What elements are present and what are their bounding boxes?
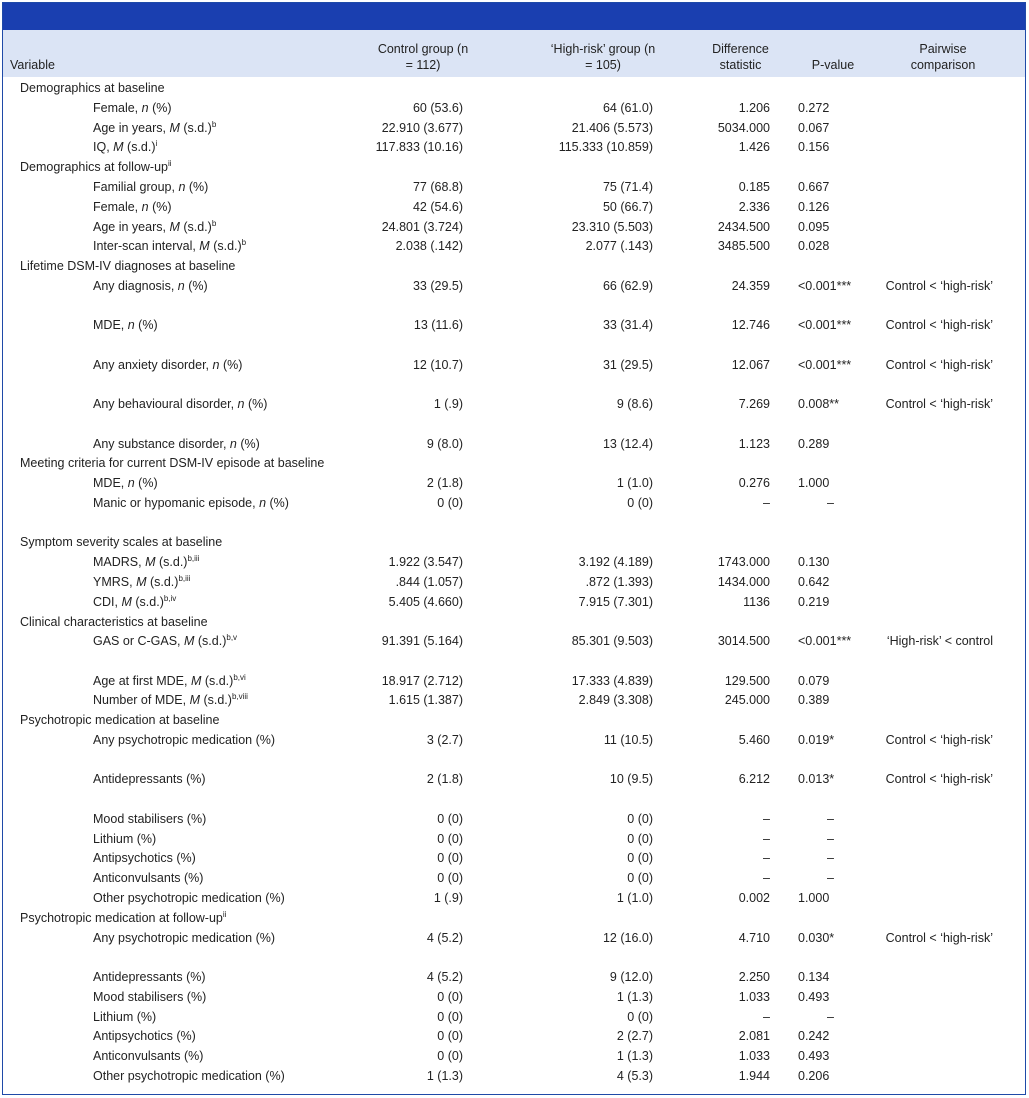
control-value: 60 (53.6) <box>412 100 463 115</box>
table-row <box>3 494 1025 533</box>
table-row <box>3 889 1025 909</box>
difference-value: 7.269 <box>738 397 770 412</box>
table-row <box>3 810 1025 830</box>
row-label: MDE, n (%) <box>93 318 158 333</box>
p-value: 0.028 <box>798 239 830 254</box>
high-risk-value: 75 (71.4) <box>602 179 653 194</box>
high-risk-value: 0 (0) <box>627 1009 653 1024</box>
p-value: 0.079 <box>798 673 830 688</box>
p-value: 0.642 <box>798 574 830 589</box>
high-risk-value: 9 (12.0) <box>609 970 653 985</box>
high-risk-value: 1 (1.0) <box>616 891 653 906</box>
difference-value: – <box>763 495 770 510</box>
difference-value: 1743.000 <box>717 555 770 570</box>
row-label: Antidepressants (%) <box>93 970 206 985</box>
control-value: 77 (68.8) <box>412 179 463 194</box>
section-label: Psychotropic medication at baseline <box>20 713 220 728</box>
table-row <box>3 573 1025 593</box>
table-row <box>3 869 1025 889</box>
difference-value: – <box>763 1009 770 1024</box>
section-header-row <box>3 533 1025 553</box>
difference-value: 245.000 <box>724 693 770 708</box>
row-label: MDE, n (%) <box>93 476 158 491</box>
section-header-row <box>3 711 1025 731</box>
table-row <box>3 929 1025 968</box>
row-label: Mood stabilisers (%) <box>93 989 207 1004</box>
p-value: 0.019* <box>798 733 835 748</box>
difference-value: 12.746 <box>731 318 770 333</box>
section-label: Demographics at baseline <box>20 81 165 95</box>
p-value: 0.493 <box>798 989 830 1004</box>
table-row <box>3 474 1025 494</box>
table-frame <box>2 2 1026 1095</box>
p-value: <0.001*** <box>798 278 852 293</box>
control-value: 4 (5.2) <box>426 930 463 945</box>
table-row <box>3 988 1025 1008</box>
difference-value: 1.033 <box>738 989 770 1004</box>
high-risk-value: 4 (5.3) <box>616 1069 653 1084</box>
high-risk-value: 0 (0) <box>627 831 653 846</box>
row-label: Any psychotropic medication (%) <box>93 733 276 748</box>
row-label: Manic or hypomanic episode, n (%) <box>93 495 289 510</box>
section-label: Psychotropic medication at follow-$up^{ii}$ <box>20 909 227 925</box>
table-row <box>3 435 1025 455</box>
table-row <box>3 138 1025 158</box>
high-risk-value: 2.077 (.143) <box>585 239 653 254</box>
difference-value: 5.460 <box>738 733 770 748</box>
row-label: YMRS, M $(s.d.)^{b,iii}$ <box>93 573 191 589</box>
section-label: Clinical characteristics at baseline <box>20 614 208 629</box>
high-risk-value: 66 (62.9) <box>602 278 653 293</box>
high-risk-value: 7.915 (7.301) <box>578 594 653 609</box>
header-high-risk: ‘High-risk’ group (n = 105) <box>550 42 656 72</box>
pairwise-comparison: Control < ‘high-risk’ <box>885 318 993 333</box>
difference-value: – <box>763 811 770 826</box>
p-value: <0.001*** <box>798 318 852 333</box>
header-variable: Variable <box>10 58 55 72</box>
difference-value: 3014.500 <box>717 634 770 649</box>
row-label: Female, n (%) <box>93 100 172 115</box>
p-value: 0.493 <box>798 1049 830 1064</box>
difference-value: 1.206 <box>738 100 770 115</box>
table-row <box>3 1027 1025 1047</box>
section-label: Lifetime DSM-IV diagnoses at baseline <box>20 259 236 274</box>
table-row <box>3 691 1025 711</box>
p-value: 0.272 <box>798 100 830 115</box>
p-value: – <box>827 811 834 826</box>
p-value: 0.130 <box>798 555 830 570</box>
pairwise-comparison: ‘High-risk’ < control <box>886 634 993 649</box>
p-value: 0.289 <box>798 436 830 451</box>
difference-value: 6.212 <box>738 772 770 787</box>
difference-value: 1136 <box>743 594 770 609</box>
high-risk-value: 115.333 (10.859) <box>558 140 653 155</box>
row-label: Any behavioural disorder, n (%) <box>93 397 268 412</box>
control-value: 1 (.9) <box>433 891 463 906</box>
table-row <box>3 1047 1025 1067</box>
control-value: 0 (0) <box>437 851 463 866</box>
p-value: 0.219 <box>798 594 830 609</box>
high-risk-value: 11 (10.5) <box>603 733 653 748</box>
section-header-row <box>3 79 1025 99</box>
p-value: 0.008** <box>798 397 840 412</box>
difference-value: 5034.000 <box>717 120 770 135</box>
difference-value: 0.276 <box>738 476 770 491</box>
p-value: <0.001*** <box>798 357 852 372</box>
high-risk-value: 50 (66.7) <box>602 199 653 214</box>
row-label: Other psychotropic medication (%) <box>93 1069 285 1084</box>
p-value: 1.000 <box>798 891 830 906</box>
table-row <box>3 218 1025 238</box>
row-label: Lithium (%) <box>93 831 157 846</box>
control-value: 91.391 (5.164) <box>381 634 463 649</box>
p-value: 0.095 <box>798 219 830 234</box>
table-row <box>3 99 1025 119</box>
row-label: GAS or C-GAS, M $(s.d.)^{b,v}$ <box>93 633 238 649</box>
p-value: – <box>827 851 834 866</box>
difference-value: 1.944 <box>738 1069 770 1084</box>
table-row <box>3 830 1025 850</box>
table-row <box>3 553 1025 573</box>
table-row <box>3 672 1025 692</box>
pairwise-comparison: Control < ‘high-risk’ <box>885 930 993 945</box>
high-risk-value: 64 (61.0) <box>602 100 653 115</box>
control-value: 0 (0) <box>437 1009 463 1024</box>
control-value: 9 (8.0) <box>426 436 463 451</box>
table-row <box>3 198 1025 218</box>
table-header <box>3 30 1025 77</box>
table-row <box>3 356 1025 395</box>
row-label: Age at first MDE, M $(s.d.)^{b,vi}$ <box>93 672 246 688</box>
table-row <box>3 593 1025 613</box>
table-row <box>3 277 1025 316</box>
p-value: 0.134 <box>798 970 830 985</box>
row-label: Number of MDE, M $(s.d.)^{b,viii}$ <box>93 692 248 708</box>
high-risk-value: 85.301 (9.503) <box>571 634 653 649</box>
row-label: MADRS, M $(s.d.)^{b,iii}$ <box>93 553 200 570</box>
control-value: 0 (0) <box>437 495 463 510</box>
difference-value: 2.081 <box>738 1029 770 1044</box>
header-control: Control group (n = 112) <box>377 42 469 72</box>
high-risk-value: 31 (29.5) <box>602 357 653 372</box>
control-value: 1.922 (3.547) <box>388 555 463 570</box>
row-label: Antipsychotics (%) <box>93 1029 196 1044</box>
row-label: Antipsychotics (%) <box>93 851 196 866</box>
section-label: Meeting criteria for current DSM-IV episode at baseline <box>20 456 325 471</box>
p-value: – <box>827 495 834 510</box>
control-value: 12 (10.7) <box>412 357 463 372</box>
high-risk-value: 13 (12.4) <box>602 436 653 451</box>
high-risk-value: 33 (31.4) <box>602 318 653 333</box>
row-label: Anticonvulsants (%) <box>93 1049 204 1064</box>
high-risk-value: 9 (8.6) <box>616 397 653 412</box>
control-value: 18.917 (2.712) <box>381 673 463 688</box>
difference-value: 24.359 <box>731 278 770 293</box>
row-label: Age in years, M $(s.d.)^b$ <box>93 119 217 135</box>
difference-value: 129.500 <box>724 673 770 688</box>
table-row <box>3 849 1025 869</box>
p-value: 0.206 <box>798 1069 830 1084</box>
difference-value: – <box>763 871 770 886</box>
table-top-bar <box>3 3 1025 30</box>
control-value: 33 (29.5) <box>412 278 463 293</box>
row-label: Familial group, n (%) <box>93 179 209 194</box>
difference-value: 4.710 <box>738 930 770 945</box>
high-risk-value: 12 (16.0) <box>602 930 653 945</box>
p-value: 0.030* <box>798 930 835 945</box>
table-body <box>3 77 1025 1087</box>
row-label: Female, n (%) <box>93 199 172 214</box>
p-value: – <box>827 1009 834 1024</box>
high-risk-value: 1 (1.0) <box>616 476 653 491</box>
row-label: IQ, M $(s.d.)^i$ <box>93 139 158 155</box>
row-label: Lithium (%) <box>93 1009 157 1024</box>
row-label: Any substance disorder, n (%) <box>93 436 260 451</box>
high-risk-value: 2.849 (3.308) <box>578 693 653 708</box>
difference-value: 2.336 <box>738 199 770 214</box>
difference-value: 1.033 <box>738 1049 770 1064</box>
section-header-row <box>3 454 1025 474</box>
pairwise-comparison: Control < ‘high-risk’ <box>885 733 993 748</box>
header-p-value: P-value <box>811 58 855 72</box>
control-value: 0 (0) <box>437 811 463 826</box>
pairwise-comparison: Control < ‘high-risk’ <box>885 278 993 293</box>
table-row <box>3 1008 1025 1028</box>
control-value: 117.833 (10.16) <box>375 140 463 155</box>
control-value: 0 (0) <box>437 989 463 1004</box>
control-value: 22.910 (3.677) <box>381 120 463 135</box>
section-label: Symptom severity scales at baseline <box>20 535 223 550</box>
control-value: .844 (1.057) <box>395 574 463 589</box>
difference-value: 1434.000 <box>717 574 770 589</box>
high-risk-value: 1 (1.3) <box>616 1049 653 1064</box>
high-risk-value: 0 (0) <box>627 811 653 826</box>
pairwise-comparison: Control < ‘high-risk’ <box>885 397 993 412</box>
section-header-row <box>3 257 1025 277</box>
control-value: 5.405 (4.660) <box>388 594 463 609</box>
section-header-row <box>3 909 1025 929</box>
high-risk-value: 0 (0) <box>627 495 653 510</box>
high-risk-value: 2 (2.7) <box>616 1029 653 1044</box>
difference-value: 12.067 <box>731 357 770 372</box>
control-value: 0 (0) <box>437 1049 463 1064</box>
table-row <box>3 1067 1025 1087</box>
row-label: CDI, M $(s.d.)^{b,iv}$ <box>93 593 177 609</box>
table-row <box>3 632 1025 671</box>
difference-value: 1.123 <box>738 436 770 451</box>
control-value: 1.615 (1.387) <box>388 693 463 708</box>
row-label: Any psychotropic medication (%) <box>93 930 276 945</box>
control-value: 0 (0) <box>437 871 463 886</box>
control-value: 0 (0) <box>437 1029 463 1044</box>
p-value: 0.067 <box>798 120 830 135</box>
control-value: 2 (1.8) <box>426 772 463 787</box>
p-value: – <box>827 871 834 886</box>
p-value: 1.000 <box>798 476 830 491</box>
row-label: Age in years, M $(s.d.)^b$ <box>93 218 217 234</box>
high-risk-value: 23.310 (5.503) <box>571 219 653 234</box>
p-value: 0.242 <box>798 1029 830 1044</box>
difference-value: 0.002 <box>738 891 770 906</box>
control-value: 4 (5.2) <box>426 970 463 985</box>
row-label: Any anxiety disorder, n (%) <box>93 357 243 372</box>
control-value: 1 (1.3) <box>426 1069 463 1084</box>
difference-value: 0.185 <box>738 179 770 194</box>
difference-value: – <box>763 831 770 846</box>
difference-value: 2.250 <box>738 970 770 985</box>
high-risk-value: 0 (0) <box>627 871 653 886</box>
table-row <box>3 316 1025 355</box>
row-label: Any diagnosis, n (%) <box>93 278 208 293</box>
section-header-row <box>3 613 1025 633</box>
p-value: 0.126 <box>798 199 830 214</box>
pairwise-comparison: Control < ‘high-risk’ <box>885 357 993 372</box>
row-label: Mood stabilisers (%) <box>93 811 207 826</box>
control-value: 0 (0) <box>437 831 463 846</box>
row-label: Antidepressants (%) <box>93 772 206 787</box>
table-row <box>3 395 1025 434</box>
control-value: 2.038 (.142) <box>395 239 463 254</box>
control-value: 42 (54.6) <box>412 199 463 214</box>
p-value: 0.389 <box>798 693 830 708</box>
high-risk-value: 1 (1.3) <box>616 989 653 1004</box>
high-risk-value: 0 (0) <box>627 851 653 866</box>
row-label: Other psychotropic medication (%) <box>93 891 285 906</box>
row-label: Inter-scan interval, M $(s.d.)^b$ <box>93 238 247 254</box>
high-risk-value: 21.406 (5.573) <box>571 120 653 135</box>
high-risk-value: 3.192 (4.189) <box>578 555 653 570</box>
difference-value: 3485.500 <box>717 239 770 254</box>
control-value: 24.801 (3.724) <box>381 219 463 234</box>
pairwise-comparison: Control < ‘high-risk’ <box>885 772 993 787</box>
p-value: 0.013* <box>798 772 835 787</box>
table-row <box>3 178 1025 198</box>
p-value: 0.156 <box>798 140 830 155</box>
table-row <box>3 119 1025 139</box>
section-header-row <box>3 158 1025 178</box>
header-difference: Difference statistic <box>712 42 769 72</box>
control-value: 3 (2.7) <box>426 733 463 748</box>
high-risk-value: 10 (9.5) <box>609 772 653 787</box>
p-value: 0.667 <box>798 179 830 194</box>
p-value: – <box>827 831 834 846</box>
header-pairwise: Pairwise comparison <box>910 42 976 72</box>
control-value: 13 (11.6) <box>413 318 463 333</box>
high-risk-value: 17.333 (4.839) <box>571 673 653 688</box>
table-row <box>3 731 1025 770</box>
difference-value: 1.426 <box>738 140 770 155</box>
row-label: Anticonvulsants (%) <box>93 871 204 886</box>
table-row <box>3 770 1025 809</box>
control-value: 2 (1.8) <box>426 476 463 491</box>
section-label: Demographics at follow-$up^{ii}$ <box>20 159 172 175</box>
p-value: <0.001*** <box>798 634 852 649</box>
difference-value: 2434.500 <box>717 219 770 234</box>
table-row <box>3 237 1025 257</box>
high-risk-value: .872 (1.393) <box>585 574 653 589</box>
difference-value: – <box>763 851 770 866</box>
table-row <box>3 968 1025 988</box>
control-value: 1 (.9) <box>433 397 463 412</box>
